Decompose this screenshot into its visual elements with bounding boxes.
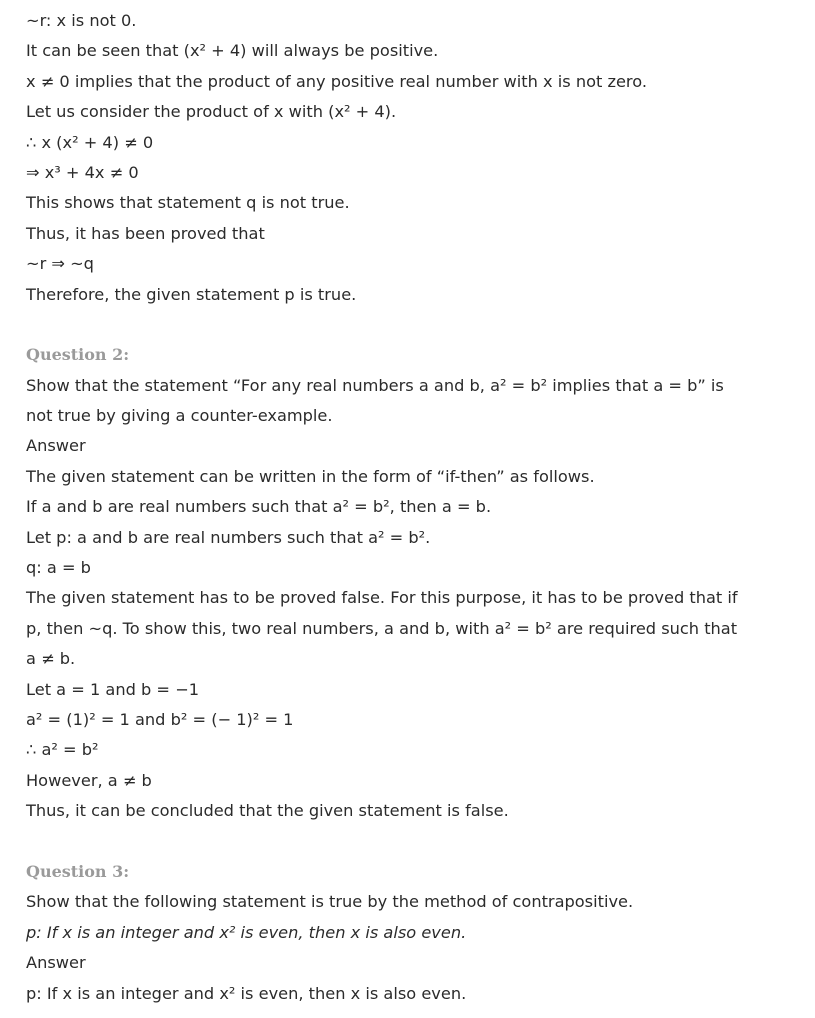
text-line: p: If x is an integer and x² is even, then x is also even. [26,983,467,1003]
text-line: ⇒ x³ + 4x ≠ 0 [26,162,139,182]
text-line: q: a = b [26,558,91,578]
text-line: It can be seen that (x² + 4) will always be positive. [26,41,439,61]
answer-label: Answer [26,953,86,973]
text-line: Therefore, the given statement p is true. [26,284,357,304]
text-line: The given statement has to be proved false. For this purpose, it has to be proved that if [26,588,738,608]
text-line: The given statement can be written in the form of “if-then” as follows. [26,466,595,486]
blank-line [26,827,815,857]
text-line: ∴ x (x² + 4) ≠ 0 [26,132,154,152]
text-line: Thus, it can be concluded that the given statement is false. [26,801,509,821]
question-heading: Question 3: [26,861,130,881]
text-line: ~r ⇒ ~q [26,254,94,274]
text-line: a ≠ b. [26,649,76,669]
text-line: Thus, it has been proved that [26,223,265,243]
text-line: However, a ≠ b [26,770,152,790]
text-line: a² = (1)² = 1 and b² = (− 1)² = 1 [26,709,294,729]
text-line: Let a = 1 and b = −1 [26,679,199,699]
question-heading: Question 2: [26,345,130,365]
text-line: Show that the statement “For any real numbers a and b, a² = b² implies that a = b” is [26,375,724,395]
blank-line [26,310,815,340]
text-line: p, then ~q. To show this, two real numbers, a and b, with a² = b² are required such that [26,618,738,638]
text-line: This shows that statement q is not true. [26,193,350,213]
text-line: not true by giving a counter-example. [26,406,333,426]
statement-line: p: If x is an integer and x² is even, then x is also even. [26,922,467,942]
answer-label: Answer [26,436,86,456]
text-line: Show that the following statement is true by the method of contrapositive. [26,892,634,912]
text-line: ∴ a² = b² [26,740,99,760]
text-line: Let us consider the product of x with (x² + 4). [26,102,397,122]
text-line: If a and b are real numbers such that a² = b², then a = b. [26,497,492,517]
text-line: ~r: x is not 0. [26,11,137,30]
text-line: x ≠ 0 implies that the product of any positive real number with x is not zero. [26,71,647,91]
text-line: Let p: a and b are real numbers such that a² = b². [26,527,431,547]
